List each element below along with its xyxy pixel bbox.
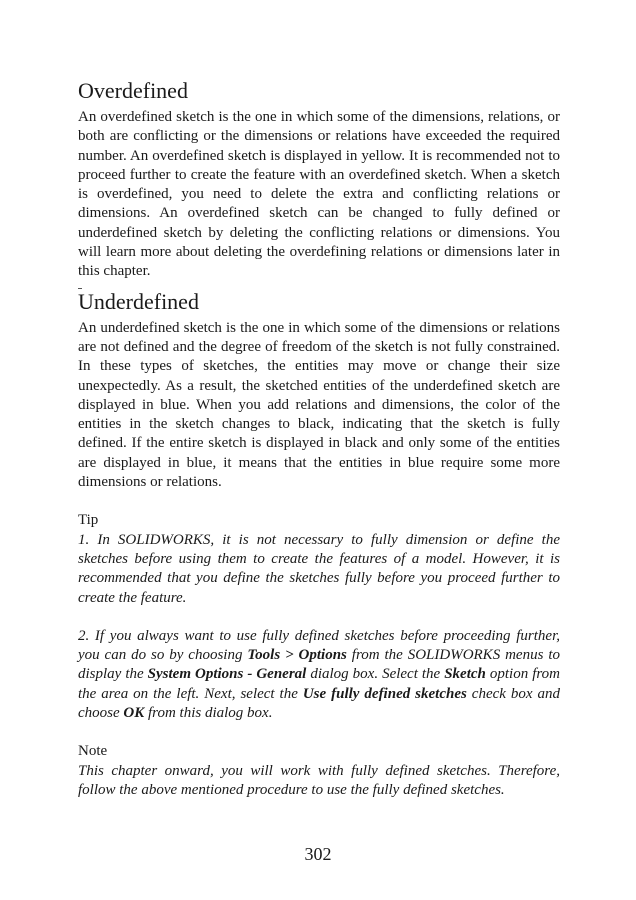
overdefined-heading: Overdefined — [78, 78, 188, 103]
underdefined-paragraph: An underdefined sketch is the one in which some of the dimensions or relations are not defined and the degree of freedom of the sketch is not fully constrained. In these types of sketches, the entities may move or change their size unexpectedly. As a result, the sketched entities of the underdefined sketch are displayed in blue. When you add relations and dimensions, the color of the entities in the sketch changes to black, indicating that the sketch is fully defined. If the entire sketch is displayed in black and only some of the entities are displayed in blue, it means that the entities in blue require some more dimensions or relations. — [78, 319, 560, 491]
note-paragraph: This chapter onward, you will work with fully defined sketches. Therefore, follow the above mentioned procedure to use the fully defined sketches. — [78, 762, 560, 798]
note-label: Note — [78, 743, 108, 760]
tip-item-1: 1. In SOLIDWORKS, it is not necessary to fully dimension or define the sketches before using them to create the features of a model. However, it is recommended that you define the sketches fully before you proceed further to create the feature. — [78, 531, 560, 606]
underdefined-heading: Underdefined — [78, 288, 199, 314]
tip-label: Tip — [78, 512, 99, 529]
options-menu-ref: Options — [298, 647, 347, 664]
overdefined-paragraph: An overdefined sketch is the one in which some of the dimensions, relations, or both are conflicting or the dimensions or relations have exceeded the required number. An overdefined sketch is displayed in yellow. It is recommended not to proceed further to create the feature with an overdefined sketch. When a sketch is overdefined, you need to delete the extra and conflicting relations or dimensions. An overdefined sketch can be changed to fully defined or underdefined sketch by deleting the conflicting relations or dimensions. You will learn more about deleting the overdefining relations or dimensions later in this chapter. — [78, 109, 560, 280]
sketch-option-ref: Sketch — [444, 666, 486, 683]
tip-item-2: 2. If you always want to use fully defined sketches before proceeding further, you can do so by choosing Tools > Options from the SOLIDWORKS menus to display the System Options - General dialog box. Select the Sketch option from the area on the left. Next, select the Use fully defined sketches check box and choose OK from this dialog box. — [78, 627, 560, 722]
use-fully-defined-ref: Use fully defined sketches — [302, 685, 467, 702]
ok-ref: OK — [123, 705, 145, 722]
page-content — [78, 78, 560, 800]
tools-menu-ref: Tools — [247, 647, 281, 664]
page-number: 302 — [304, 844, 332, 864]
system-options-ref: System Options - General — [147, 666, 307, 683]
